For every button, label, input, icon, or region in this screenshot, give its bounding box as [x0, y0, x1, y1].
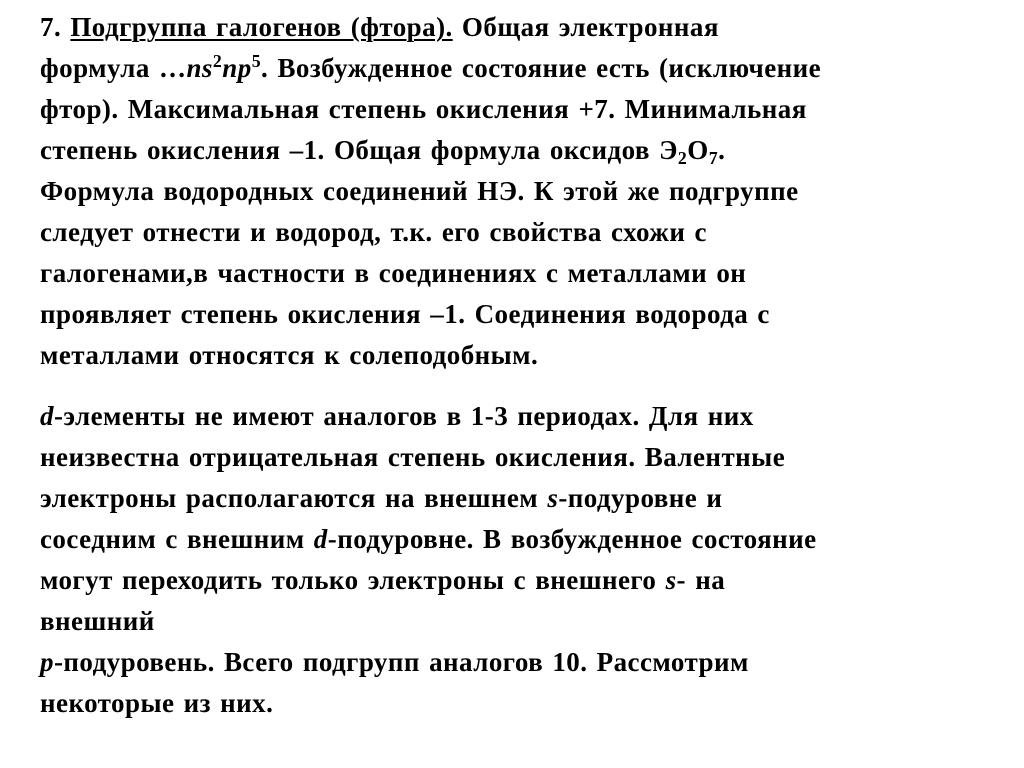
formula-ns: ns — [186, 53, 213, 83]
para2-line-1: d-элементы не имеют аналогов в 1-3 периодах. Для них — [40, 401, 754, 431]
para1-line-5: Формула водородных соединений НЭ. К этой же подгруппе — [40, 176, 799, 206]
para2-line-7: p-подуровень. Всего подгрупп аналогов 10. Рассмотрим — [40, 647, 749, 677]
para1-line-1: 7. Подгруппа галогенов (фтора). Общая электронная — [40, 12, 719, 42]
para2-line-8: некоторые из них. — [40, 688, 274, 718]
para1-line-7: галогенами,в частности в соединениях с металлами он — [40, 258, 747, 288]
section-number: 7. — [40, 12, 71, 42]
para1-line-2: формула $\dots ns^2np^5$. Возбужденное состояние есть (исключение — [40, 51, 822, 83]
para2-line-4: соседним с внешним d-подуровне. В возбужденное состояние — [40, 524, 817, 554]
para1-line-8: проявляет степень окисления –1. Соединения водорода с — [40, 299, 770, 329]
section-heading: Подгруппа галогенов (фтора). — [70, 12, 453, 42]
para2-line-6: внешний — [40, 606, 155, 636]
para1-line-6: следует отнести и водород, т.к. его свойства схожи с — [40, 217, 707, 247]
para2-line-3: электроны располагаются на внешнем s-подуровне и — [40, 483, 723, 513]
formula-np: np — [222, 53, 252, 83]
para1-line-3: фтор). Максимальная степень окисления +7. Минимальная — [40, 94, 807, 124]
para2-line-5: могут переходить только электроны с внешнего s- на — [40, 565, 726, 595]
para1-line-9: металлами относятся к солеподобным. — [40, 340, 539, 370]
para1-line-4: степень окисления –1. Общая формула оксидов $Э_2O_7$. — [40, 135, 726, 168]
para2-line-2: неизвестна отрицательная степень окисления. Валентные — [40, 442, 786, 472]
